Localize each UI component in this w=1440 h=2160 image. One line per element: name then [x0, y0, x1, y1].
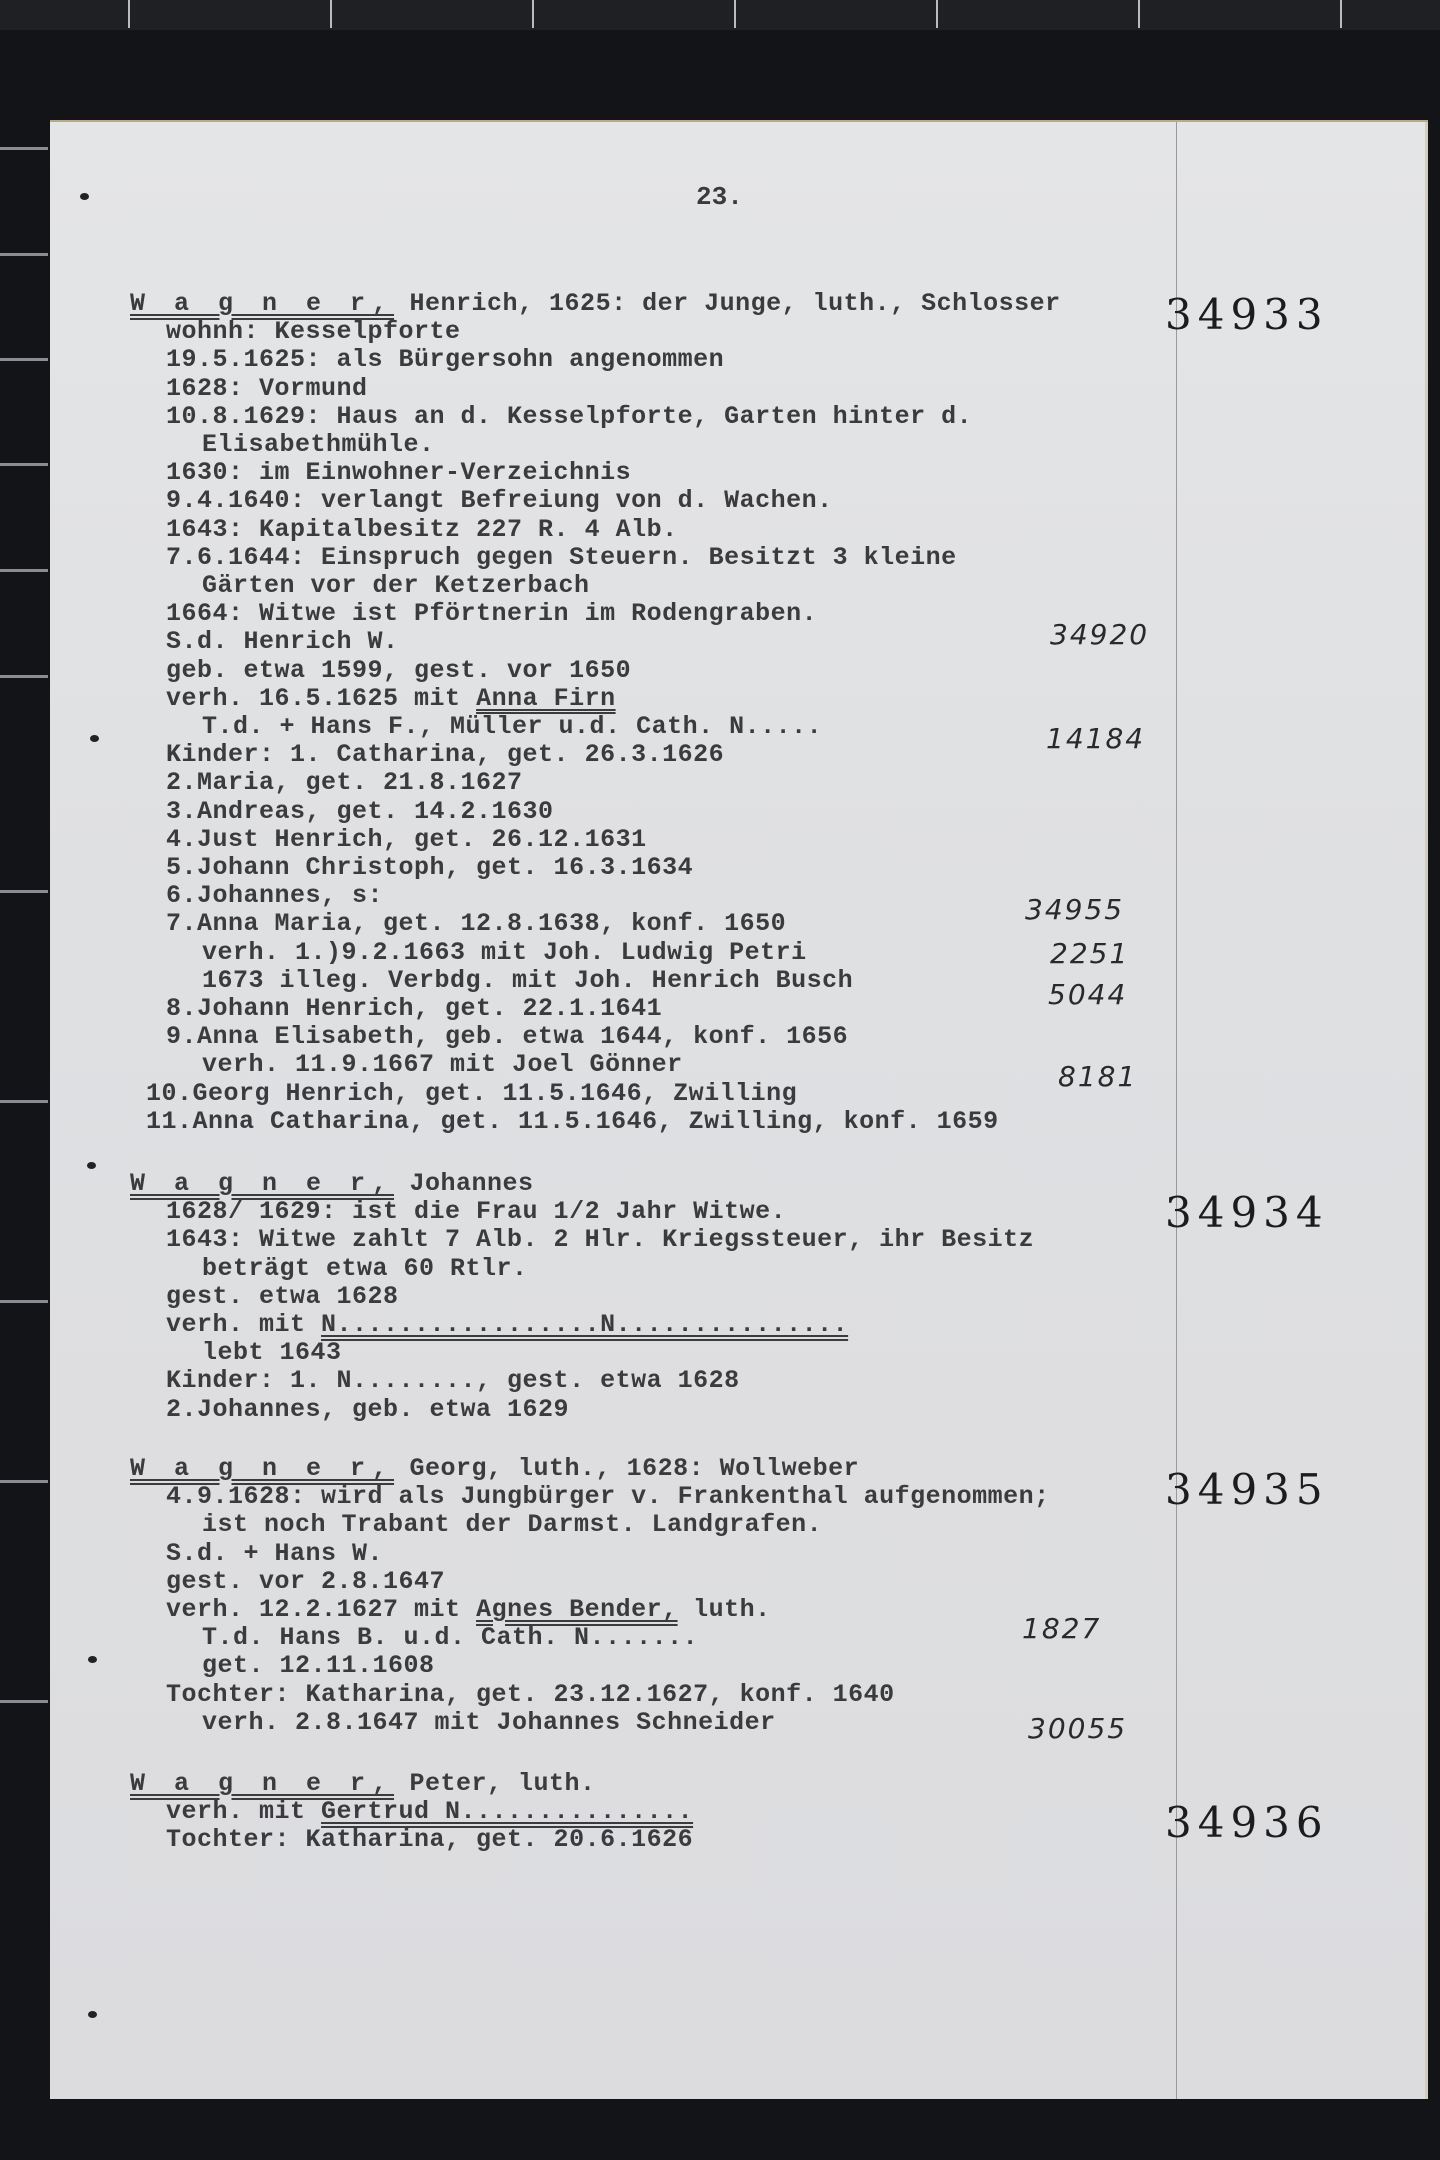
record-number: 34933 [1165, 290, 1329, 339]
ruler-tick [0, 890, 48, 893]
ruler-tick [1340, 0, 1342, 28]
entry-line: ist noch Trabant der Darmst. Landgrafen. [202, 1510, 823, 1540]
entry-line: 5.Johann Christoph, get. 16.3.1634 [166, 853, 694, 883]
entry-line: 1628/ 1629: ist die Frau 1/2 Jahr Witwe. [166, 1197, 787, 1227]
handwritten-reference: 34920 [1050, 618, 1150, 651]
entry-header: Peter, luth. [394, 1769, 596, 1798]
entry-line: 4.Just Henrich, get. 26.12.1631 [166, 824, 647, 854]
entry-line: Kinder: 1. N........, gest. etwa 1628 [166, 1366, 740, 1396]
entry-line: 1643: Kapitalbesitz 227 R. 4 Alb. [166, 514, 678, 544]
entry-line: gest. vor 2.8.1647 [166, 1566, 446, 1596]
spouse-name: Anna Firn [476, 683, 616, 713]
genealogy-entry [130, 290, 1061, 1136]
entry-line: 1643: Witwe zahlt 7 Alb. 2 Hlr. Kriegssteuer, ihr Besitz [166, 1225, 1035, 1255]
handwritten-reference: 5044 [1048, 978, 1128, 1011]
handwritten-reference: 8181 [1058, 1060, 1138, 1093]
entry-line: 1664: Witwe ist Pförtnerin im Rodengraben. [166, 599, 818, 629]
handwritten-reference: 34955 [1025, 893, 1125, 926]
entry-line: wohnh: Kesselpforte [166, 317, 461, 347]
entry-line: verh. mit [166, 1310, 322, 1340]
ruler-tick [532, 0, 534, 28]
entry-header: Johannes [394, 1169, 534, 1198]
handwritten-reference: 2251 [1050, 937, 1130, 970]
genealogy-entry [130, 1170, 1034, 1424]
entry-line: 2.Johannes, geb. etwa 1629 [166, 1394, 570, 1424]
entry-line: 10.8.1629: Haus an d. Kesselpforte, Garten hinter d. [166, 401, 973, 431]
entry-line: verh. mit [166, 1797, 322, 1827]
entry-line: Tochter: Katharina, get. 23.12.1627, konf. 1640 [166, 1679, 895, 1709]
punch-hole-mark [88, 1656, 97, 1663]
ruler-tick [0, 569, 48, 572]
spouse-name: Gertrud N............... [321, 1797, 694, 1827]
entry-line: 7.6.1644: Einspruch gegen Steuern. Besitzt 3 kleine [166, 542, 957, 572]
page-number: 23. [696, 182, 743, 212]
ruler-tick [0, 1480, 48, 1483]
entry-surname: W a g n e r, [130, 1769, 395, 1798]
scanner-background-strip [0, 0, 1440, 30]
entry-line: 4.9.1628: wird als Jungbürger v. Frankenthal aufgenommen; [166, 1482, 1050, 1512]
entry-surname: W a g n e r, [130, 1169, 395, 1198]
ruler-tick [0, 147, 48, 150]
entry-line: 3.Andreas, get. 14.2.1630 [166, 796, 554, 826]
record-number: 34935 [1165, 1465, 1329, 1514]
ruler-tick [0, 1100, 48, 1103]
entry-line: 8.Johann Henrich, get. 22.1.1641 [166, 994, 663, 1024]
punch-hole-mark [80, 193, 89, 200]
entry-line: 1630: im Einwohner-Verzeichnis [166, 458, 632, 488]
entry-line: verh. 16.5.1625 mit [166, 683, 477, 713]
entry-line: verh. 12.2.1627 mit [166, 1595, 477, 1625]
handwritten-reference: 30055 [1028, 1712, 1128, 1745]
entry-line: verh. 11.9.1667 mit Joel Gönner [202, 1050, 683, 1080]
spouse-name: N.................N............... [321, 1310, 849, 1340]
spouse-name: Agnes Bender, [476, 1595, 678, 1625]
ruler-tick [734, 0, 736, 28]
record-number: 34936 [1165, 1798, 1329, 1847]
entry-line: Kinder: 1. Catharina, get. 26.3.1626 [166, 740, 725, 770]
entry-line: S.d. Henrich W. [166, 627, 399, 657]
entry-line: S.d. + Hans W. [166, 1538, 384, 1568]
entry-line: 2.Maria, get. 21.8.1627 [166, 768, 523, 798]
entry-line: gest. etwa 1628 [166, 1281, 399, 1311]
punch-hole-mark [88, 2011, 97, 2018]
entry-surname: W a g n e r, [130, 1454, 395, 1483]
entry-line: 9.4.1640: verlangt Befreiung von d. Wachen. [166, 486, 833, 516]
punch-hole-mark [90, 735, 99, 742]
entry-line: 1673 illeg. Verbdg. mit Joh. Henrich Busch [202, 965, 854, 995]
ruler-tick [1138, 0, 1140, 28]
entry-line: 19.5.1625: als Bürgersohn angenommen [166, 345, 725, 375]
ruler-tick [330, 0, 332, 28]
entry-header: Henrich, 1625: der Junge, luth., Schlosser [394, 289, 1061, 318]
entry-line: 11.Anna Catharina, get. 11.5.1646, Zwilling, konf. 1659 [146, 1106, 999, 1136]
handwritten-reference: 14184 [1046, 722, 1146, 755]
punch-hole-mark [87, 1162, 96, 1169]
entry-line: lebt 1643 [202, 1338, 342, 1368]
entry-line: Gärten vor der Ketzerbach [202, 571, 590, 601]
entry-surname: W a g n e r, [130, 289, 395, 318]
ruler-tick [0, 1300, 48, 1303]
entry-header: Georg, luth., 1628: Wollweber [394, 1454, 860, 1483]
entry-line: geb. etwa 1599, gest. vor 1650 [166, 655, 632, 685]
entry-line: T.d. + Hans F., Müller u.d. Cath. N..... [202, 712, 823, 742]
entry-line: T.d. Hans B. u.d. Cath. N....... [202, 1623, 699, 1653]
ruler-tick [936, 0, 938, 28]
genealogy-entry [130, 1770, 693, 1855]
entry-line: 7.Anna Maria, get. 12.8.1638, konf. 1650 [166, 909, 787, 939]
entry-line: get. 12.11.1608 [202, 1651, 435, 1681]
record-number: 34934 [1165, 1188, 1329, 1237]
entry-line: 9.Anna Elisabeth, geb. etwa 1644, konf. 1656 [166, 1022, 849, 1052]
entry-line: 10.Georg Henrich, get. 11.5.1646, Zwilling [146, 1078, 798, 1108]
entry-line: verh. 1.)9.2.1663 mit Joh. Ludwig Petri [202, 937, 807, 967]
entry-line: 6.Johannes, s: [166, 881, 384, 911]
handwritten-reference: 1827 [1022, 1612, 1102, 1645]
ruler-tick [0, 463, 48, 466]
ruler-tick [128, 0, 130, 28]
entry-line: Tochter: Katharina, get. 20.6.1626 [166, 1825, 694, 1855]
ruler-tick [0, 253, 48, 256]
ruler-tick [0, 1700, 48, 1703]
entry-line: luth. [677, 1595, 771, 1625]
entry-line: Elisabethmühle. [202, 430, 435, 460]
ruler-tick [0, 675, 48, 678]
entry-line: verh. 2.8.1647 mit Johannes Schneider [202, 1707, 776, 1737]
ruler-tick [0, 358, 48, 361]
entry-line: 1628: Vormund [166, 373, 368, 403]
genealogy-entry [130, 1455, 1050, 1737]
entry-line: beträgt etwa 60 Rtlr. [202, 1253, 528, 1283]
